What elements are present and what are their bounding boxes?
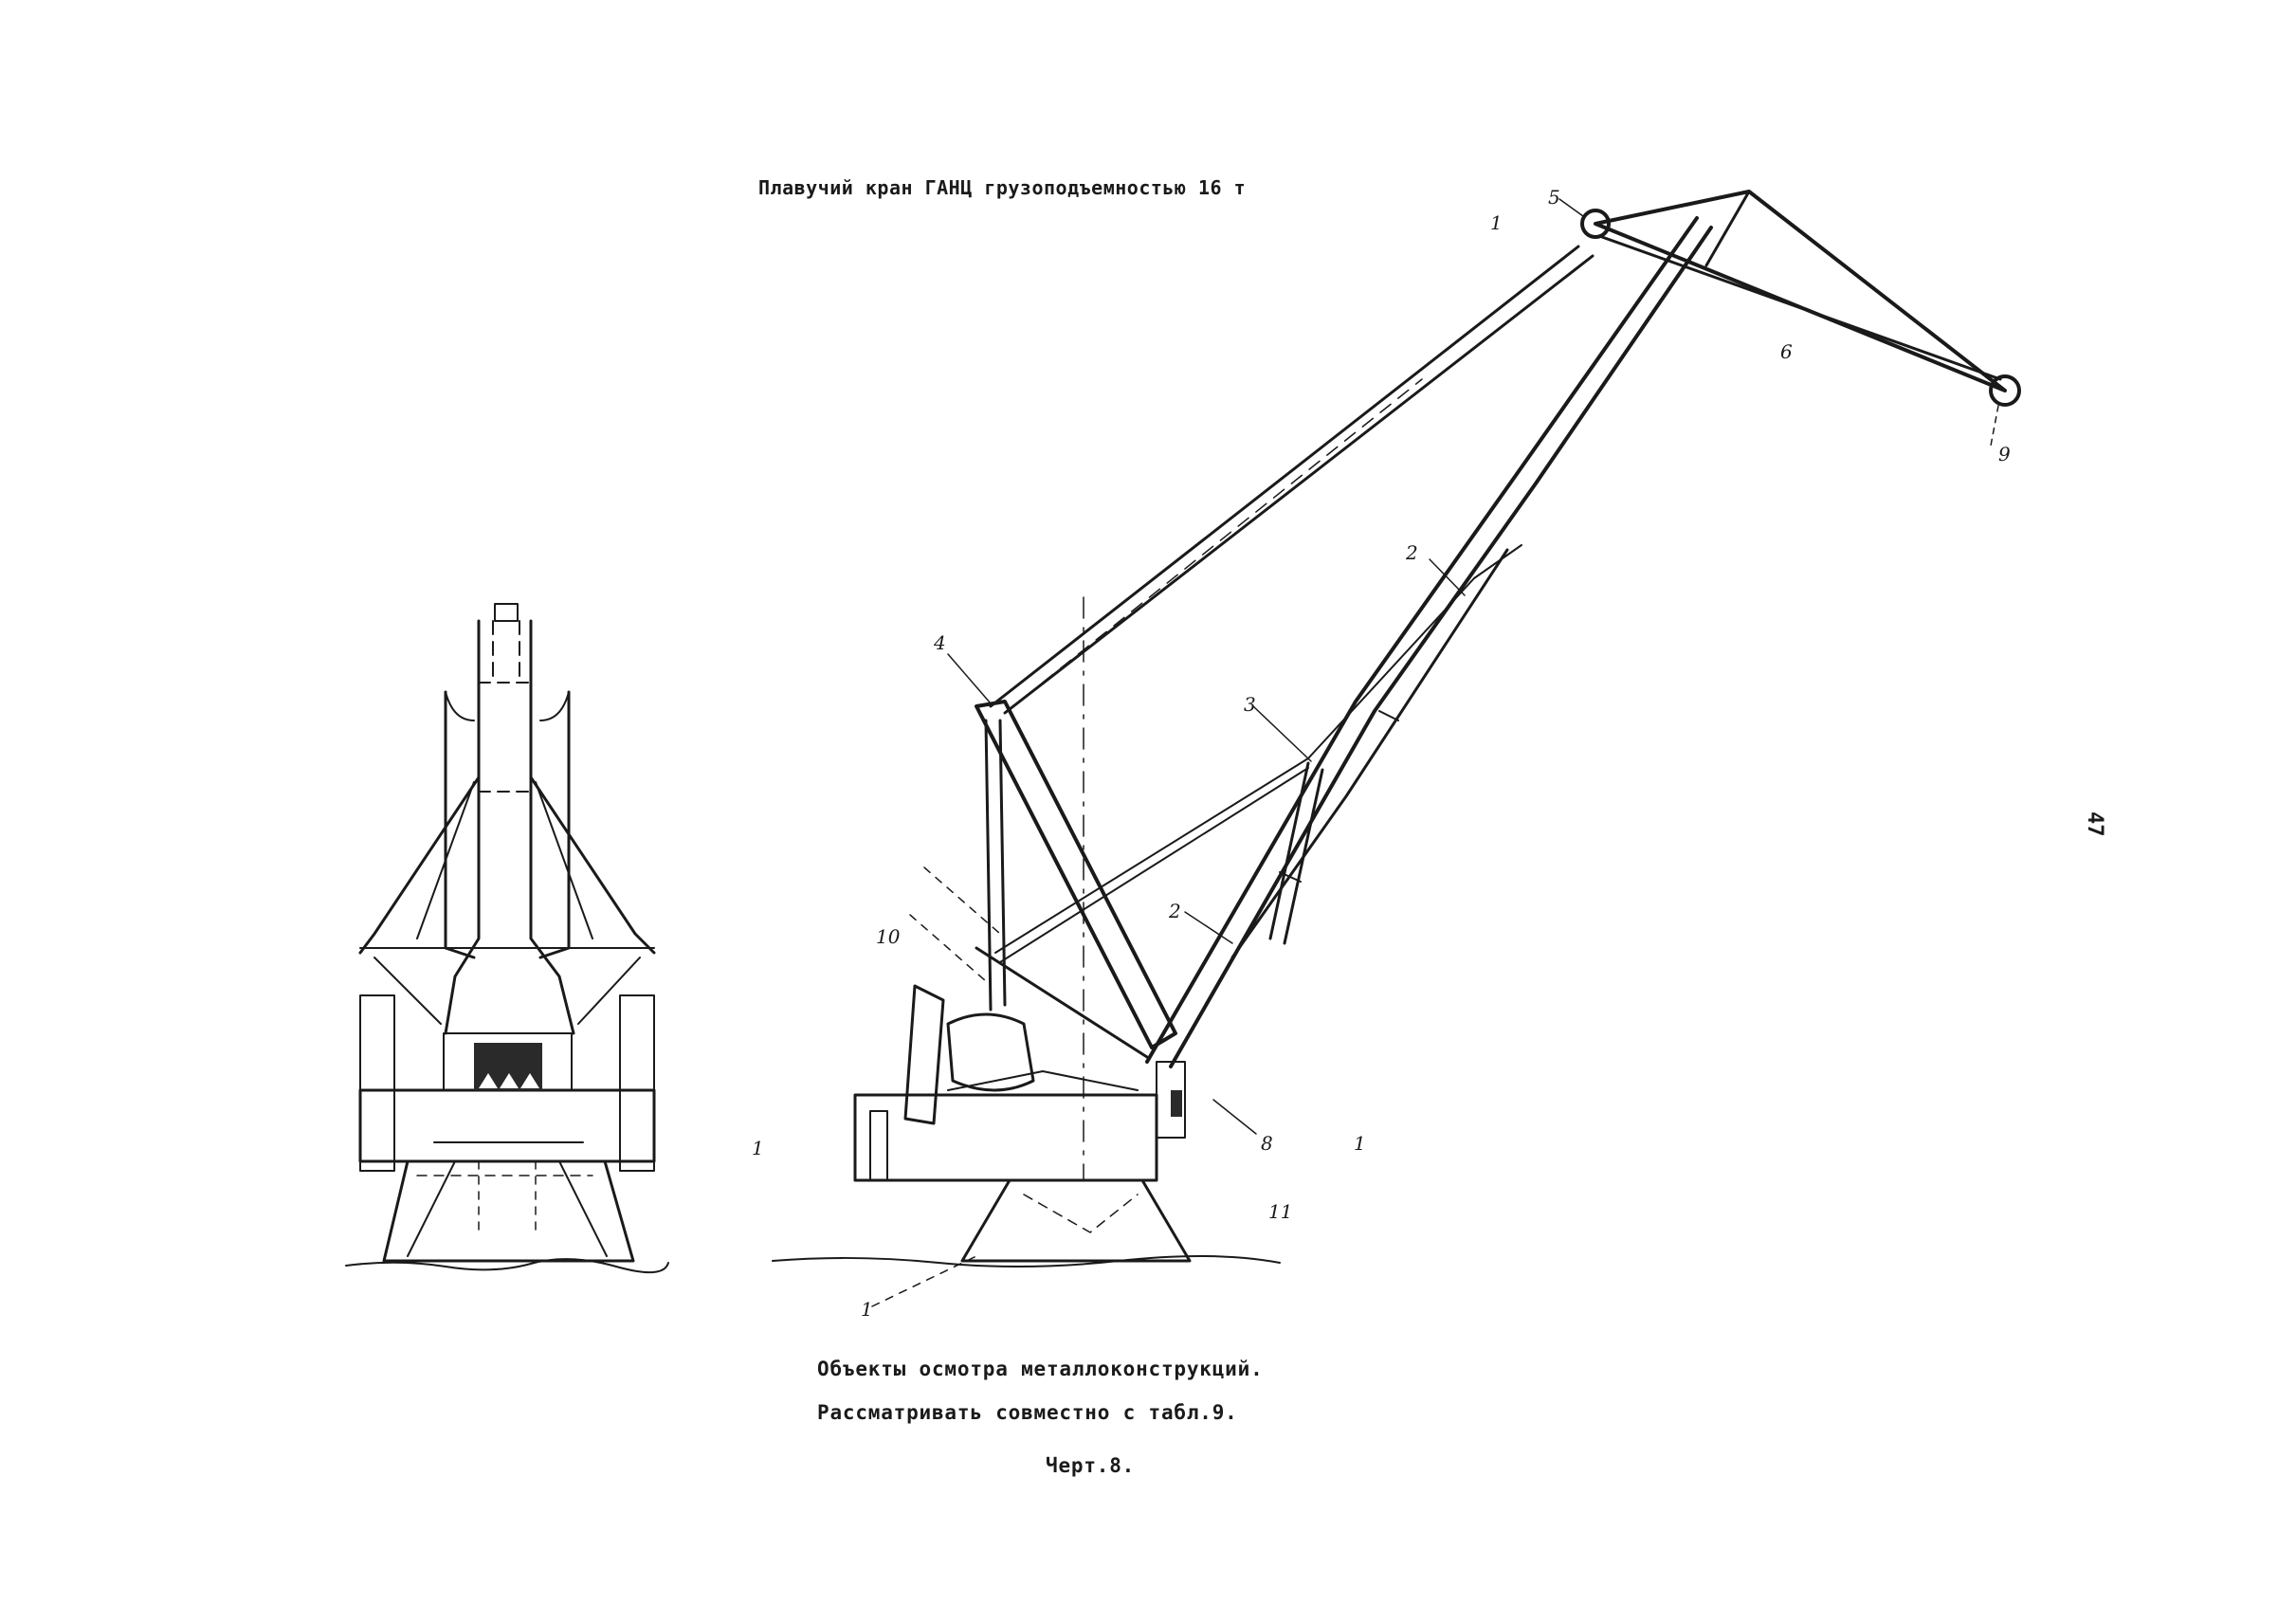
caption-reference: Рассматривать совместно с табл.9.: [817, 1401, 1238, 1424]
caption-objects: Объекты осмотра металлоконструкций.: [817, 1358, 1264, 1380]
page-number: 47: [2083, 812, 2106, 837]
callout-5: 5: [1548, 186, 1560, 209]
callout-1-top: 1: [1490, 211, 1503, 234]
callout-1-right: 1: [1354, 1132, 1366, 1155]
callout-1-left: 1: [752, 1137, 764, 1159]
crane-front-view: [346, 604, 668, 1272]
callout-6: 6: [1780, 340, 1793, 363]
callout-1-bottom: 1: [861, 1298, 873, 1321]
callout-10: 10: [876, 925, 901, 948]
page-title: Плавучий кран ГАНЦ грузоподъемностью 16 т: [758, 176, 1247, 199]
callout-2-lower: 2: [1169, 900, 1181, 922]
callout-3: 3: [1244, 693, 1256, 716]
callout-11: 11: [1268, 1200, 1293, 1223]
callout-2-upper: 2: [1406, 541, 1418, 564]
callout-9: 9: [1998, 443, 2011, 465]
figure-label: Черт.8.: [1046, 1454, 1136, 1477]
crane-side-view: [752, 186, 2019, 1321]
callout-4: 4: [934, 631, 946, 654]
callout-8: 8: [1261, 1132, 1273, 1155]
